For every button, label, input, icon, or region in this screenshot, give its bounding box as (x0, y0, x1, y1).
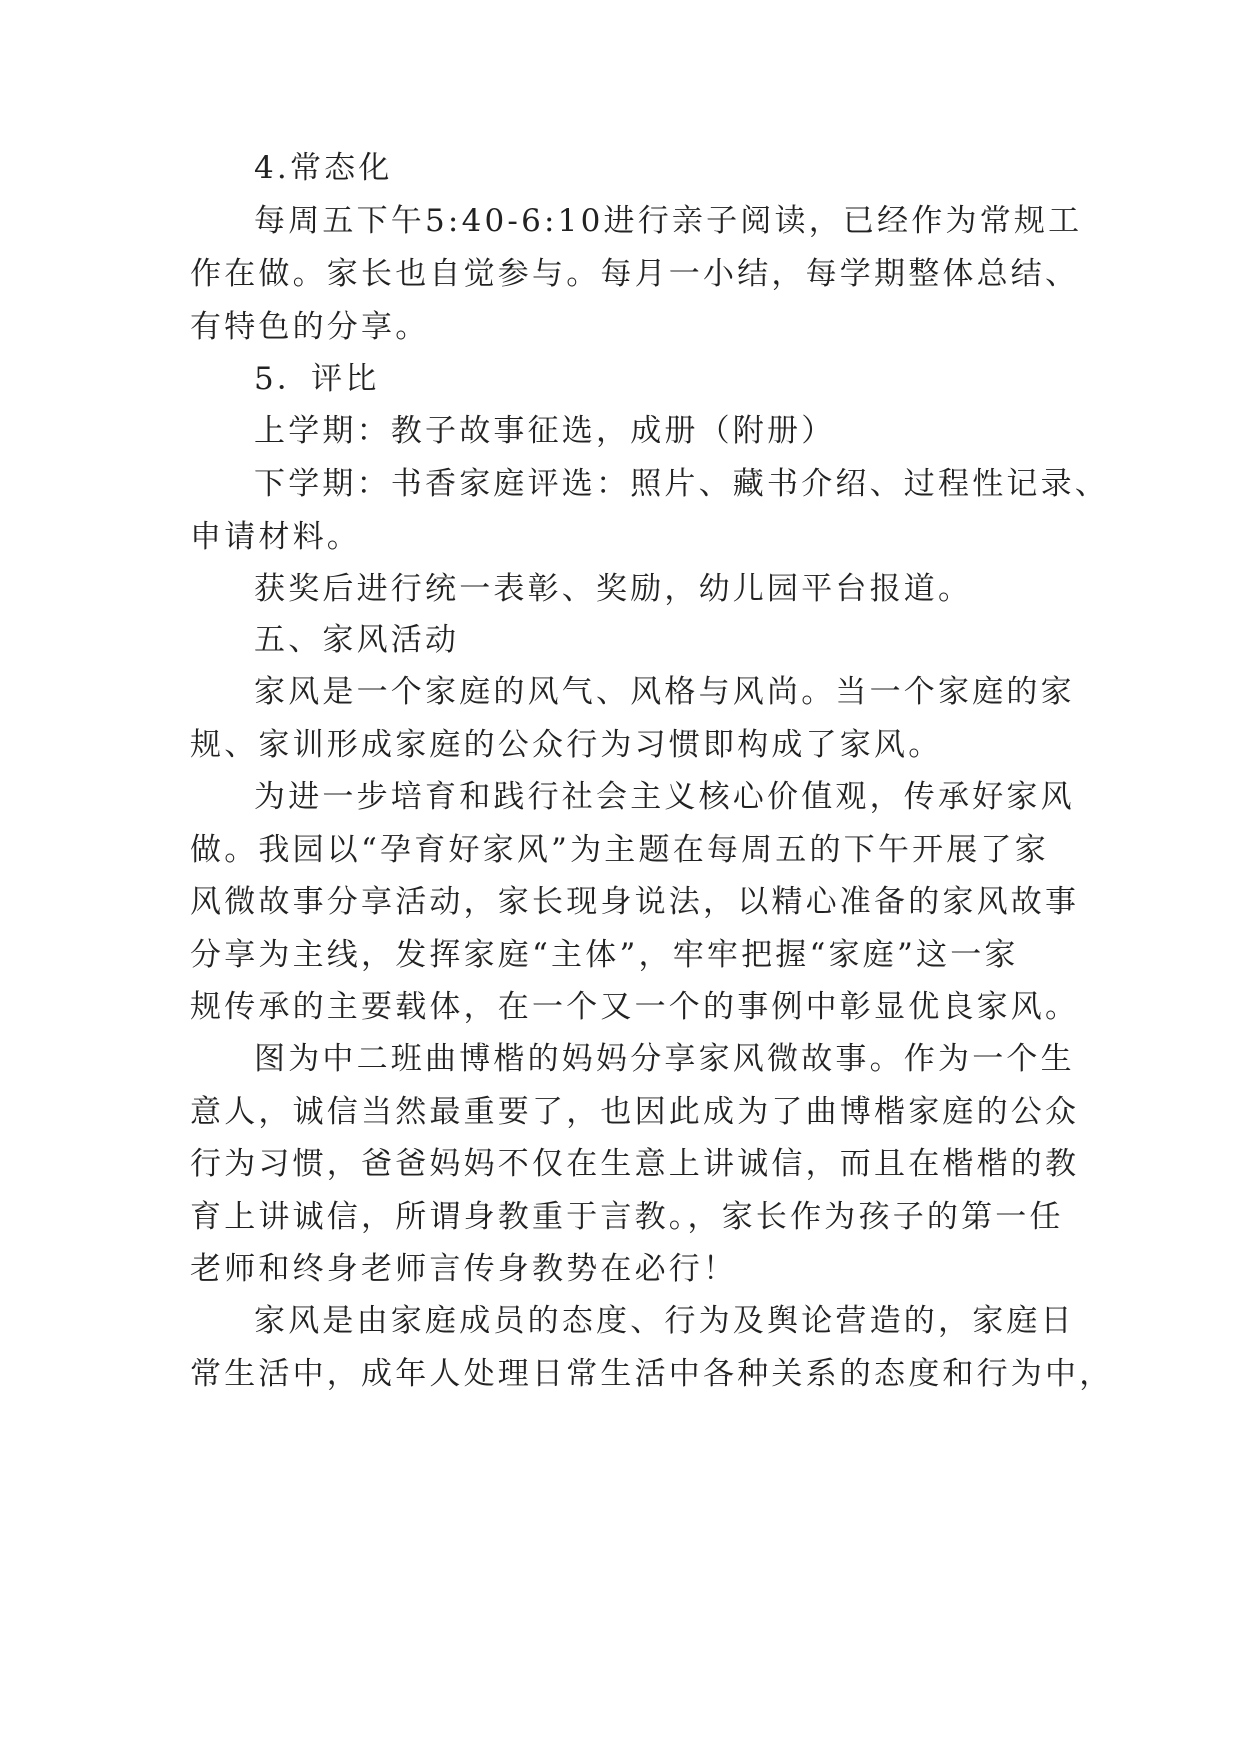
paragraph-line: 老师和终身老师言传身教势在必行！ (190, 1251, 738, 1287)
section-heading-family-style: 五、家风活动 (254, 622, 460, 658)
paragraph-line: 意人，诚信当然最重要了，也因此成为了曲博楷家庭的公众 (190, 1094, 1080, 1130)
paragraph-line: 获奖后进行统一表彰、奖励，幼儿园平台报道。 (254, 571, 973, 607)
paragraph-line: 育上讲诚信，所谓身教重于言教。，家长作为孩子的第一任 (190, 1199, 1064, 1235)
heading-5-evaluation: 5．评比 (254, 361, 380, 397)
paragraph-line: 图为中二班曲博楷的妈妈分享家风微故事。作为一个生 (254, 1041, 1075, 1077)
paragraph-line: 常生活中，成年人处理日常生活中各种关系的态度和行为中， (190, 1356, 1114, 1392)
paragraph-line: 每周五下午5:40-6:10进行亲子阅读，已经作为常规工 (254, 203, 1083, 239)
heading-4-normalization: 4.常态化 (254, 150, 393, 186)
paragraph-line: 上学期：教子故事征选，成册（附册） (254, 413, 836, 449)
paragraph-line: 规传承的主要载体，在一个又一个的事例中彰显优良家风。 (190, 989, 1080, 1025)
paragraph-line: 申请材料。 (190, 519, 361, 555)
paragraph-line: 分享为主线，发挥家庭“主体”，牢牢把握“家庭”这一家 (190, 937, 1019, 973)
paragraph-line: 行为习惯，爸爸妈妈不仅在生意上讲诚信，而且在楷楷的教 (190, 1146, 1080, 1182)
paragraph-line: 规、家训形成家庭的公众行为习惯即构成了家风。 (190, 727, 943, 763)
paragraph-line: 作在做。家长也自觉参与。每月一小结，每学期整体总结、 (190, 256, 1080, 292)
paragraph-line: 有特色的分享。 (190, 309, 430, 345)
paragraph-line: 做。我园以“孕育好家风”为主题在每周五的下午开展了家 (190, 832, 1049, 868)
paragraph-line: 家风是一个家庭的风气、风格与风尚。当一个家庭的家 (254, 674, 1075, 710)
paragraph-line: 风微故事分享活动，家长现身说法，以精心准备的家风故事 (190, 884, 1080, 920)
paragraph-line: 为进一步培育和践行社会主义核心价值观，传承好家风 (254, 779, 1075, 815)
paragraph-line: 下学期：书香家庭评选：照片、藏书介绍、过程性记录、 (254, 466, 1109, 502)
paragraph-line: 家风是由家庭成员的态度、行为及舆论营造的，家庭日 (254, 1303, 1075, 1339)
